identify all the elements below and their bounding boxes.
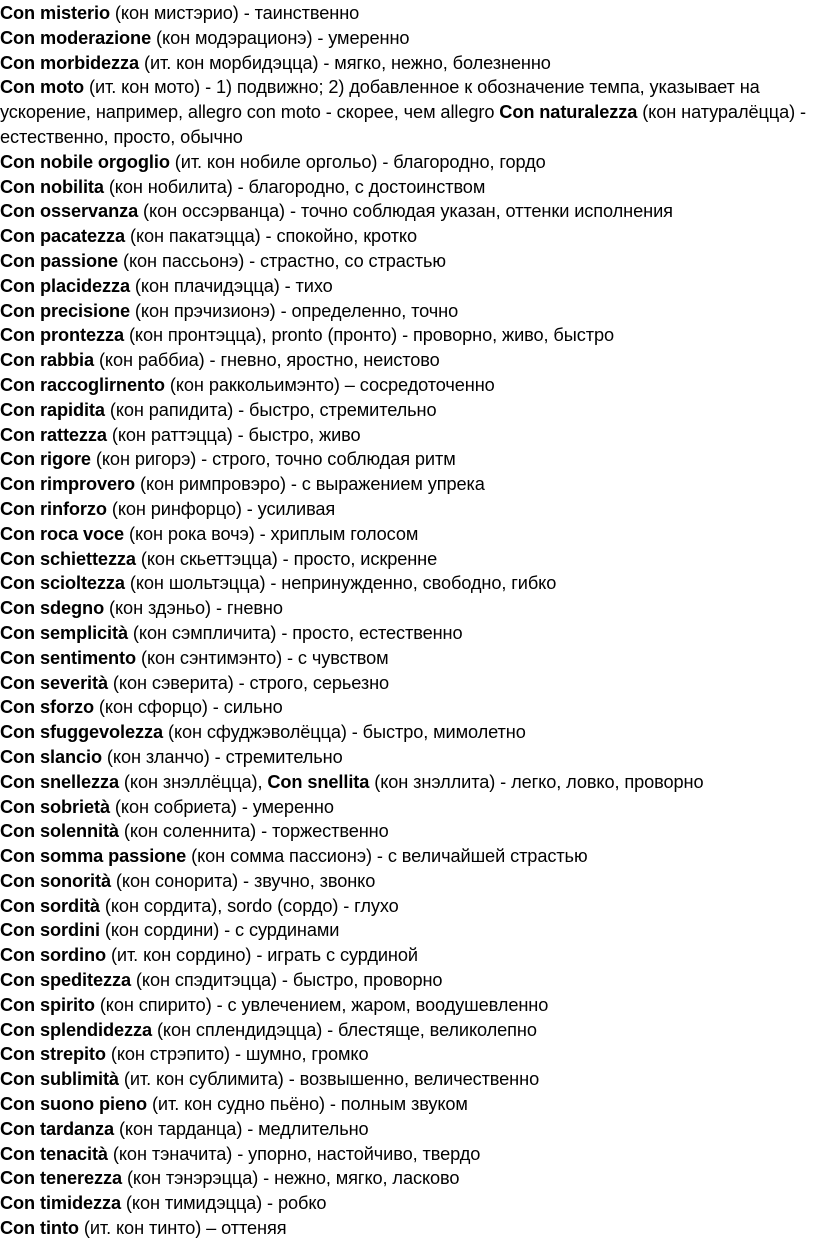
glossary-entry <box>0 1092 812 1117</box>
entry-term: Con tinto <box>0 1218 79 1239</box>
entry-term: Con misterio <box>0 3 110 23</box>
glossary-entry <box>0 1166 812 1191</box>
entry-definition: (кон сфуджэволёцца) - быстро, мимолетно <box>163 722 526 743</box>
glossary-entry <box>0 695 812 720</box>
glossary-entry <box>0 75 812 149</box>
entry-term: Con rinforzo <box>0 498 107 519</box>
glossary-entry <box>0 175 812 200</box>
entry-term: Con raccoglirnento <box>0 374 165 395</box>
entry-term: Con precisione <box>0 300 130 321</box>
entry-term: Con sordini <box>0 920 100 941</box>
glossary-entry <box>0 1018 812 1043</box>
entry-definition: (кон пассьонэ) - страстно, со страстью <box>118 250 446 271</box>
entry-definition: (кон тэнэрэцца) - нежно, мягко, ласково <box>122 1168 460 1189</box>
entry-definition: (кон сордини) - с сурдинами <box>99 920 340 941</box>
entry-definition: (кон раббиа) - гневно, яростно, неистово <box>94 350 440 371</box>
entry-definition: (кон сомма пассионэ) - с величайшей страстью <box>186 846 588 867</box>
entry-definition: (кон собриета) - умеренно <box>109 796 334 817</box>
entry-definition: (кон пакатэцца) - спокойно, кротко <box>125 226 417 247</box>
glossary-entry <box>0 844 812 869</box>
entry-definition: (ит. кон мото) - 1) подвижно; 2) добавленное к обозначение темпа, указывает на ускорение, например, allegro con moto - скорее, чем allegro <box>0 77 760 123</box>
glossary-entry <box>0 571 812 596</box>
entry-term: Con slancio <box>0 746 102 767</box>
entry-term: Con rimprovero <box>0 474 136 495</box>
entry-definition: (ит. кон тинто) – оттеняя <box>78 1218 287 1239</box>
entry-definition: (кон мистэрио) - таинственно <box>109 3 360 23</box>
entry-term: Con nobilita <box>0 176 104 197</box>
entry-term: Con sentimento <box>0 647 137 668</box>
entry-term: Con severità <box>0 672 108 693</box>
entry-definition: (кон тэначита) - упорно, настойчиво, твердо <box>107 1143 481 1164</box>
entry-term: Con sordità <box>0 895 100 916</box>
entry-definition: (кон тарданца) - медлительно <box>114 1118 369 1139</box>
glossary-entry <box>0 621 812 646</box>
glossary-entry <box>0 547 812 572</box>
entry-term: Con scioltezza <box>0 573 125 594</box>
entry-definition: (кон раттэцца) - быстро, живо <box>106 424 361 445</box>
entry-term: Con speditezza <box>0 970 131 991</box>
entry-term: Con timidezza <box>0 1193 121 1214</box>
glossary-entry <box>0 1142 812 1167</box>
entry-term: Con sobrietà <box>0 796 110 817</box>
entry-term: Con morbidezza <box>0 52 140 73</box>
glossary-entry <box>0 819 812 844</box>
entry-definition: (кон соленнита) - торжественно <box>118 821 389 842</box>
entry-term: Con sfuggevolezza <box>0 722 164 743</box>
entry-definition: (кон ригорэ) - строго, точно соблюдая ритм <box>90 449 456 470</box>
glossary-entry <box>0 423 812 448</box>
glossary-entry <box>0 671 812 696</box>
entry-term: Con placidezza <box>0 275 130 296</box>
glossary-entry <box>0 795 812 820</box>
entry-term: Con rattezza <box>0 424 107 445</box>
entry-definition: (кон зланчо) - стремительно <box>101 746 343 767</box>
entry-term: Con rigore <box>0 449 91 470</box>
glossary-entry <box>0 199 812 224</box>
glossary-entry <box>0 894 812 919</box>
glossary-entry <box>0 348 812 373</box>
entry-definition: (ит. кон нобиле оргольо) - благородно, гордо <box>169 151 546 172</box>
entry-term: Con somma passione <box>0 846 187 867</box>
glossary-entry <box>0 993 812 1018</box>
entry-definition: (кон рока вочэ) - хриплым голосом <box>124 523 419 544</box>
glossary-entry <box>0 943 812 968</box>
entry-definition: (кон прэчизионэ) - определенно, точно <box>129 300 459 321</box>
glossary-entry <box>0 1067 812 1092</box>
entry-definition: (кон скьеттэцца) - просто, искренне <box>135 548 438 569</box>
entry-definition: (кон спирито) - с увлечением, жаром, воодушевленно <box>94 994 549 1015</box>
entry-term: Con sforzo <box>0 697 94 718</box>
entry-definition: (кон раккольимэнто) – сосредоточенно <box>164 374 495 395</box>
glossary-entry <box>0 224 812 249</box>
entry-term: Con sordino <box>0 945 106 966</box>
entry-definition: (ит. кон сублимита) - возвышенно, величественно <box>118 1069 540 1090</box>
entry-term: Con nobile orgoglio <box>0 151 170 172</box>
entry-definition: (кон ринфорцо) - усиливая <box>106 498 336 519</box>
entry-term: Con splendidezza <box>0 1019 152 1040</box>
entry-term: Con strepito <box>0 1044 106 1065</box>
glossary-entry <box>0 1 812 26</box>
entry-term: Con rabbia <box>0 350 94 371</box>
entry-definition: (кон сплендидэцца) - блестяще, великолепно <box>152 1019 537 1040</box>
entry-term: Con moderazione <box>0 27 152 48</box>
entry-term: Con sonorità <box>0 870 111 891</box>
entry-term: Con tenerezza <box>0 1168 122 1189</box>
glossary-entry <box>0 447 812 472</box>
glossary-entry <box>0 1042 812 1067</box>
entry-term: Con sdegno <box>0 598 105 619</box>
entry-term: Con osservanza <box>0 201 139 222</box>
entry-term: Con roca voce <box>0 523 125 544</box>
entry-definition: (кон тимидэцца) - робко <box>120 1193 327 1214</box>
glossary-entry <box>0 918 812 943</box>
glossary-entry <box>0 770 812 795</box>
entry-term: Con schiettezza <box>0 548 136 569</box>
entry-definition: (ит. кон морбидэцца) - мягко, нежно, болезненно <box>139 52 551 73</box>
entry-term: Con naturalezza <box>499 102 638 123</box>
entry-definition: (кон нобилита) - благородно, с достоинством <box>103 176 486 197</box>
glossary-entry <box>0 26 812 51</box>
entry-term: Con pacatezza <box>0 226 126 247</box>
entry-term: Con passione <box>0 250 119 271</box>
glossary-entry <box>0 51 812 76</box>
glossary-entry <box>0 1216 812 1241</box>
entry-definition: (кон римпровэро) - с выражением упрека <box>135 474 485 495</box>
entry-definition: (кон сфорцо) - сильно <box>93 697 283 718</box>
glossary-entry <box>0 1117 812 1142</box>
glossary-entry <box>0 472 812 497</box>
entry-definition: (кон знэллита) - легко, ловко, проворно <box>369 771 704 792</box>
entry-term: Con snellita <box>267 771 370 792</box>
entry-definition: (кон сэверита) - строго, серьезно <box>107 672 390 693</box>
entry-definition: (кон знэллёцца), <box>118 771 268 792</box>
entry-term: Con tardanza <box>0 1118 114 1139</box>
glossary-entry <box>0 373 812 398</box>
entry-term: Con snellezza <box>0 771 119 792</box>
entry-definition: (кон сонорита) - звучно, звонко <box>110 870 376 891</box>
entry-definition: (кон пронтэцца), pronto (пронто) - проворно, живо, быстро <box>124 325 614 346</box>
entry-term: Con solennità <box>0 821 119 842</box>
entry-definition: (кон спэдитэцца) - быстро, проворно <box>130 970 443 991</box>
glossary-entry <box>0 398 812 423</box>
glossary-entry <box>0 869 812 894</box>
entry-definition: (кон здэньо) - гневно <box>104 598 283 619</box>
entry-term: Con spirito <box>0 994 95 1015</box>
entry-definition: (кон сэмпличита) - просто, естественно <box>127 622 463 643</box>
entry-term: Con moto <box>0 77 85 98</box>
glossary-entry <box>0 497 812 522</box>
glossary-entry <box>0 745 812 770</box>
entry-definition: (ит. кон сордино) - играть с сурдиной <box>106 945 418 966</box>
entry-definition: (кон натуралёцца) - естественно, просто, обычно <box>0 102 806 147</box>
glossary-entry <box>0 646 812 671</box>
glossary-entry <box>0 720 812 745</box>
glossary-entry <box>0 299 812 324</box>
glossary-entry <box>0 1191 812 1216</box>
glossary-entry <box>0 323 812 348</box>
entry-definition: (кон стрэпито) - шумно, громко <box>105 1044 369 1065</box>
entry-definition: (кон плачидэцца) - тихо <box>129 275 333 296</box>
entry-term: Con rapidita <box>0 399 105 420</box>
entry-definition: (кон рапидита) - быстро, стремительно <box>104 399 437 420</box>
entry-definition: (кон сэнтимэнто) - с чувством <box>136 647 389 668</box>
entry-term: Con tenacità <box>0 1143 108 1164</box>
glossary-entry <box>0 249 812 274</box>
glossary-entry <box>0 968 812 993</box>
glossary-entry <box>0 150 812 175</box>
entry-definition: (кон оссэрванца) - точно соблюдая указан, оттенки исполнения <box>138 201 673 222</box>
glossary-entry <box>0 522 812 547</box>
glossary-entry <box>0 274 812 299</box>
entry-term: Con prontezza <box>0 325 124 346</box>
entry-definition: (кон шольтэцца) - непринужденно, свободно, гибко <box>124 573 557 594</box>
entry-term: Con suono pieno <box>0 1094 148 1115</box>
entry-term: Con semplicità <box>0 622 128 643</box>
glossary-entry <box>0 596 812 621</box>
entry-definition: (кон модэрационэ) - умеренно <box>151 27 410 48</box>
entry-definition: (кон сордита), sordo (сордо) - глухо <box>99 895 399 916</box>
entry-term: Con sublimità <box>0 1069 119 1090</box>
entry-definition: (ит. кон судно пьёно) - полным звуком <box>147 1094 468 1115</box>
